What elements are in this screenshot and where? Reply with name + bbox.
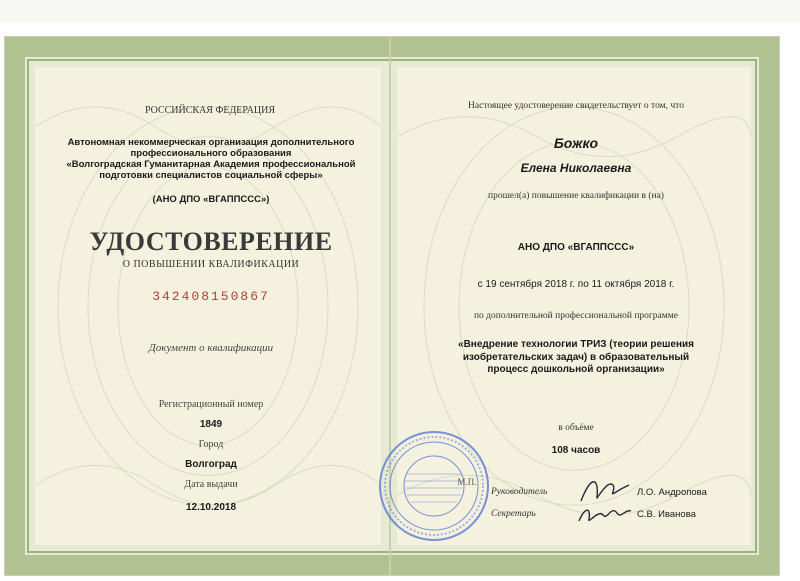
study-period: с 19 сентября 2018 г. по 11 октября 2018 г. — [477, 279, 675, 290]
issue-date: 12.10.2018 — [185, 502, 237, 513]
head-label: Руководитель — [491, 487, 548, 497]
stamp-place-label: М.П. — [457, 477, 477, 487]
secretary-name: С.В. Иванова — [637, 509, 696, 520]
org-full-name: Автономная некоммерческая организация дополнительного профессионального образования — [67, 137, 355, 159]
issue-date-label: Дата выдачи — [184, 479, 238, 490]
intro-text: Настоящее удостоверение свидетельствует о том, что — [468, 101, 684, 111]
doc-type-label: Документ о квалификации — [148, 342, 274, 354]
holder-name: Елена Николаевна — [520, 161, 632, 175]
institution: АНО ДПО «ВГАППССС» — [517, 242, 635, 253]
country-label: РОССИЙСКАЯ ФЕДЕРАЦИЯ — [144, 105, 276, 116]
certificate-document — [4, 36, 780, 576]
certificate-subtitle: О ПОВЫШЕНИИ КВАЛИФИКАЦИИ — [122, 259, 300, 270]
head-name: Л.О. Андропова — [637, 487, 707, 498]
reg-number-label: Регистрационный номер — [158, 399, 264, 410]
program-name: «Внедрение технологии ТРИЗ (теории решения изобретательских задач) в образовательный процесс дошкольной организации» — [458, 339, 694, 375]
city-label: Город — [198, 439, 224, 450]
reg-number: 1849 — [199, 419, 223, 430]
secretary-signature — [575, 499, 635, 527]
certificate-title: УДОСТОВЕРЕНИЕ — [89, 227, 333, 256]
org-short-name: (АНО ДПО «ВГАППССС») — [152, 194, 270, 205]
secretary-label: Секретарь — [491, 509, 536, 519]
city-value: Волгоград — [185, 459, 237, 470]
volume-label: в объёме — [558, 423, 594, 433]
volume-value: 108 часов — [551, 445, 601, 456]
passed-text: прошел(а) повышение квалификации в (на) — [488, 191, 664, 201]
org-academy-name: «Волгоградская Гуманитарная Академия профессиональной подготовки специалистов социальной сферы» — [66, 159, 356, 181]
program-label: по дополнительной профессиональной программе — [473, 311, 679, 321]
serial-number: 342408150867 — [152, 289, 270, 304]
holder-surname: Божко — [553, 135, 599, 151]
